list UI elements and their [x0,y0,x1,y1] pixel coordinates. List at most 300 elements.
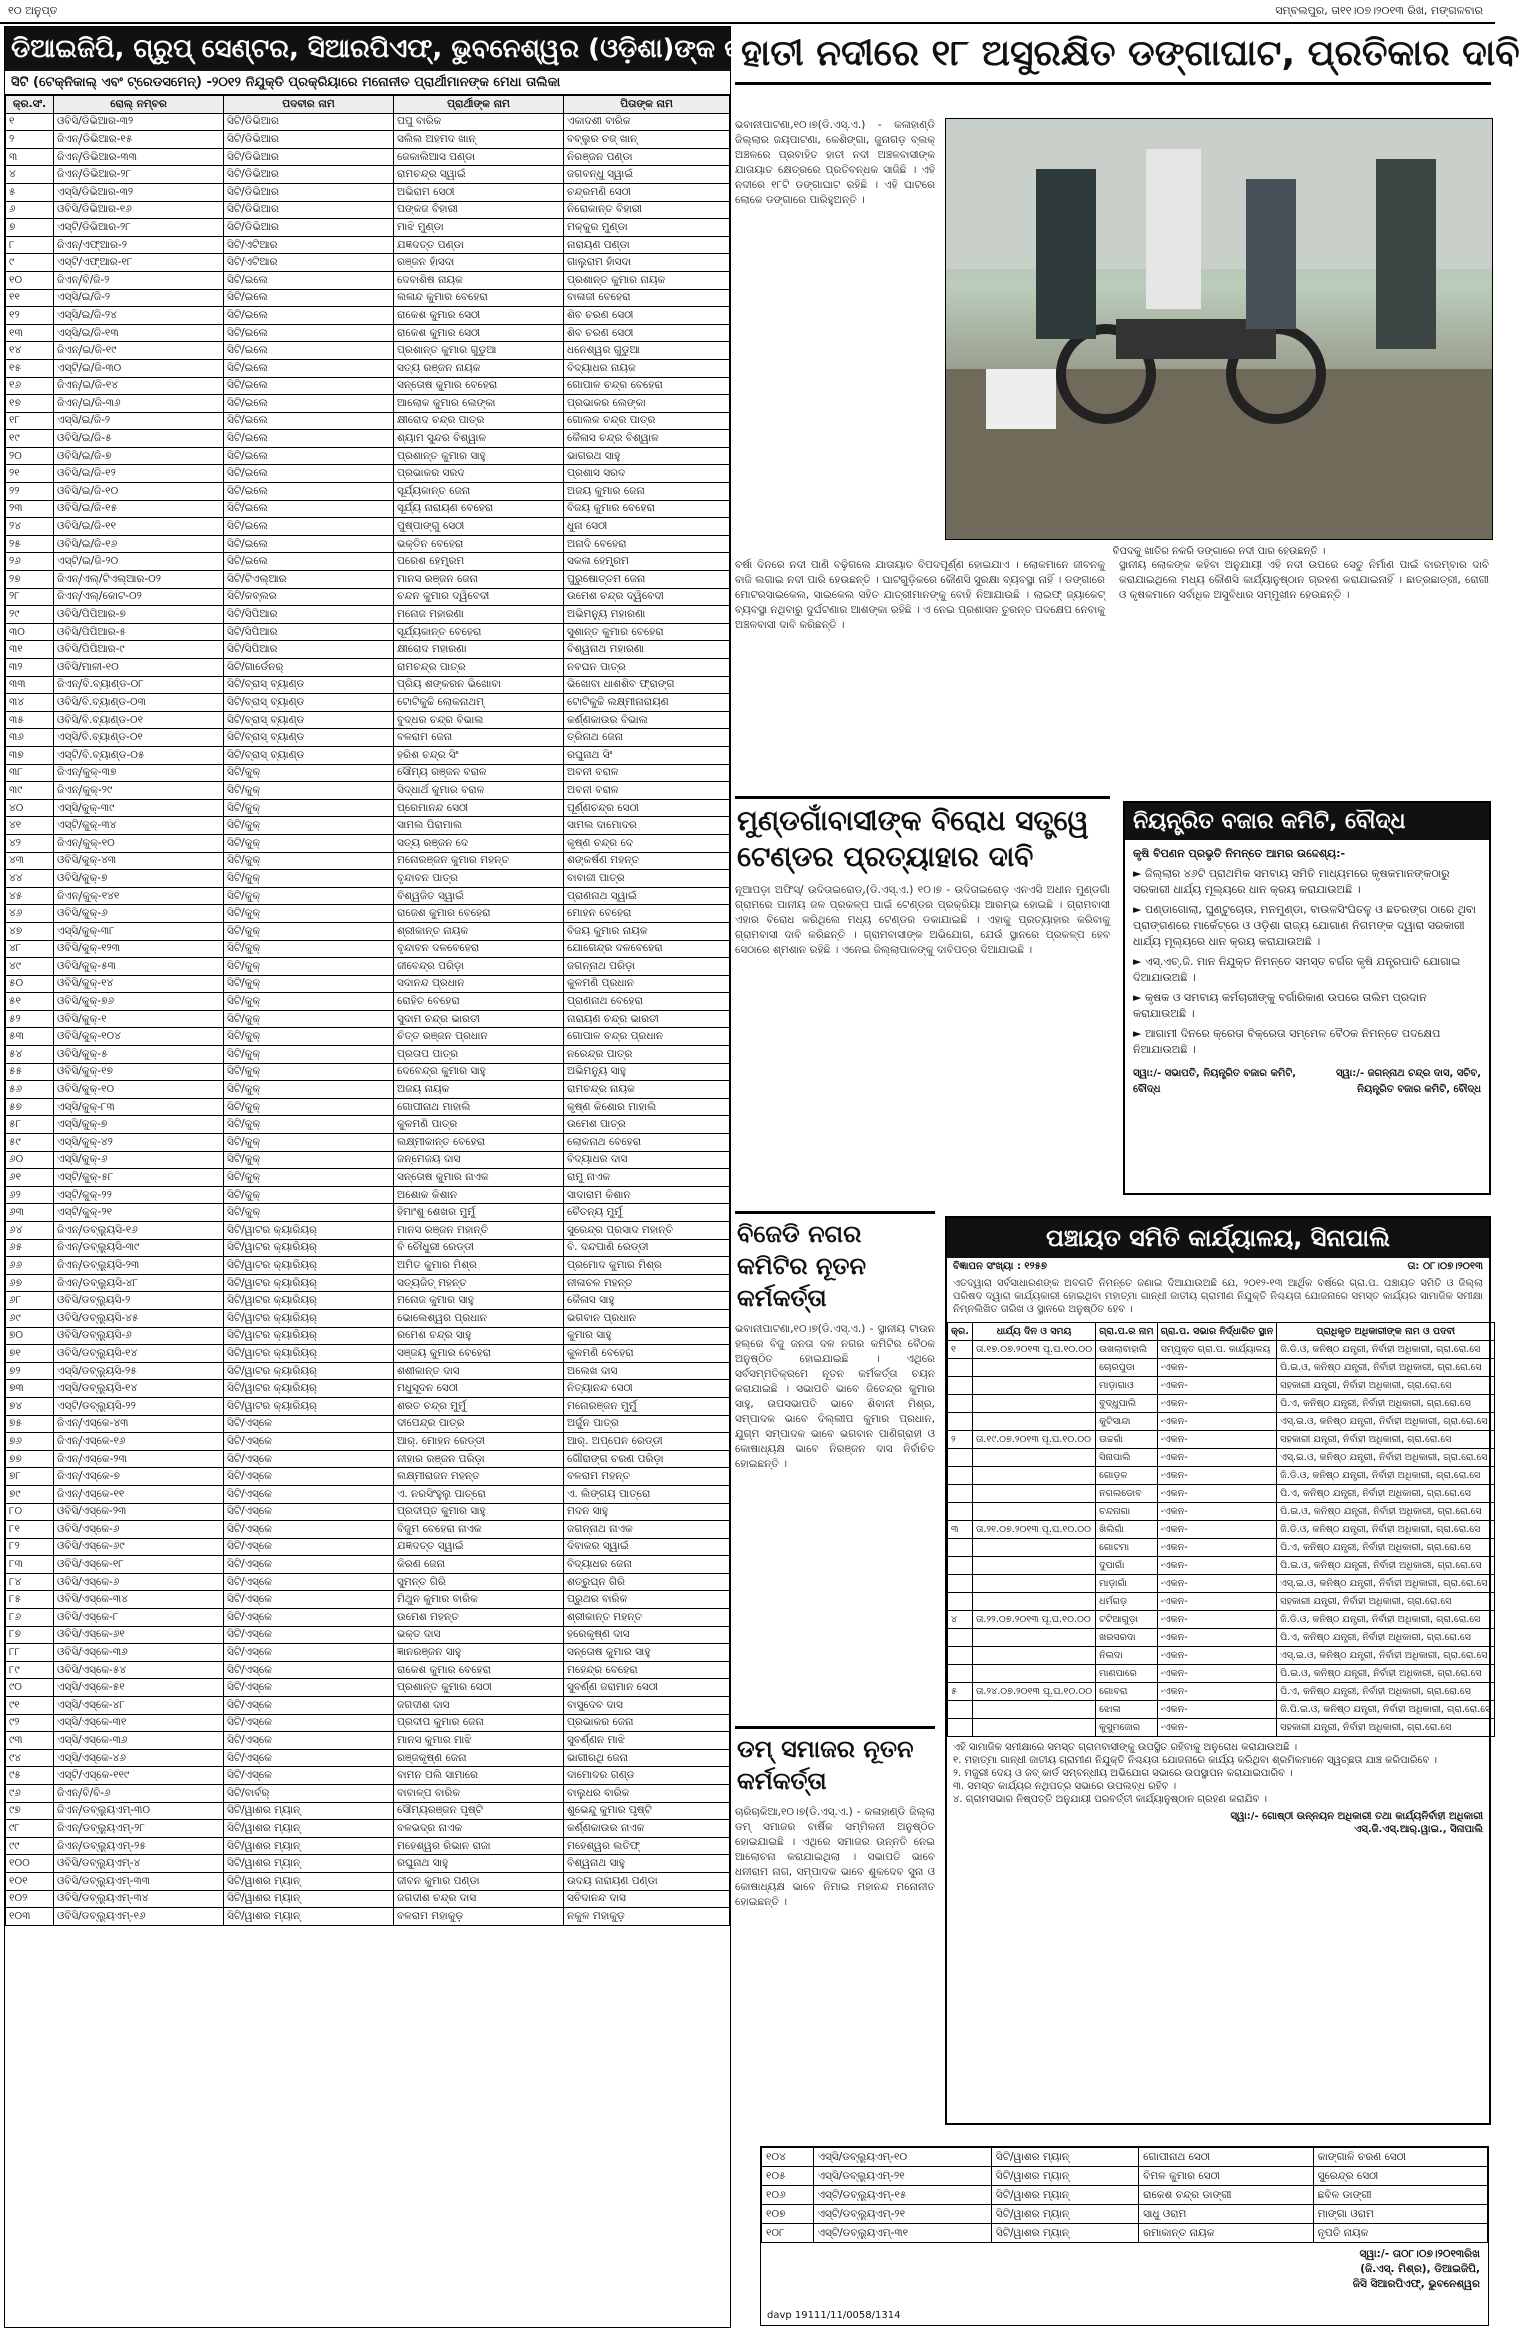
merit-list-row [6,430,730,448]
merit-list-header [6,96,730,114]
row-candidate: ବିଜୁମ ବେହେରା ନାଏକ [394,1521,564,1539]
row-roll: ଓବିସି/ଏସ୍‌କେ-୫୪ [54,1661,224,1679]
p-row-venue: -ଏକନ- [1157,1701,1277,1719]
row-post: ସିଟି/ଏସ୍‌କେ [224,1626,394,1644]
row-father: ଅଭିମନ୍ୟୁ ସାହୁ [564,1063,730,1081]
p-row-officer: ସହକାରୀ ଯନ୍ତ୍ରୀ, ନିର୍ବାହୀ ଅଧିକାରୀ, ଗ୍ରା.ରୋ.ସେ [1277,1377,1495,1395]
p-row-no [948,1449,973,1467]
row-candidate: ପଙ୍କଜ ବିହାରୀ [394,201,564,219]
row-sl: ୯୨ [6,1714,54,1732]
row-sl: ୭୪ [6,1397,54,1415]
row-father: ଅଜୟ କୁମାର ଜେନା [564,483,730,501]
p-row-gp: ଝୋଳା [1096,1701,1157,1719]
row-post: ସିଟି/ଏସ୍‌କେ [224,1679,394,1697]
row-roll: ଏସ୍‌ଟି/ଏସ୍‌କେ-୧୧୯ [54,1767,224,1785]
row-father: ବିଶ୍ୱନାଥ ସାହୁ [564,1855,730,1873]
row-roll: ଜିଏନ୍/ଡବ୍ଲ୍ୟୁସି-୧୬ [54,1222,224,1240]
row-father: ବିଜୟ କୁମାର ନାୟକ [564,922,730,940]
row-father: ବାସୁଦେବ ଦାସ [564,1697,730,1715]
merit-list-row [6,1169,730,1187]
row-post: ସିଟି/କୁକ୍ [224,922,394,940]
row-father: ମନୋରଞ୍ଜନ ମୁର୍ମୁ [564,1397,730,1415]
merit-list-row [6,1767,730,1785]
row-candidate: ବିଶ୍ୱଜିତ ସ୍ୱାଇଁ [394,887,564,905]
panchayat-row [948,1521,1495,1539]
row-candidate: ରାକେଶ କୁମାର ସେଠୀ [394,307,564,325]
row-sl: ୯୩ [6,1732,54,1750]
row-post: ସିଟି/କୁକ୍ [224,993,394,1011]
row-sl: ୩୮ [6,764,54,782]
p-row-venue: -ଏକନ- [1157,1575,1277,1593]
merit-list-row [6,676,730,694]
row-father: କୁଳମଣି ବେହେରା [564,1345,730,1363]
merit-list-row [6,641,730,659]
row-roll: ଏସ୍‌ଟି/କୁକ୍-୨୨ [54,1186,224,1204]
row-sl: ୧୭ [6,395,54,413]
river-boat-photo [945,118,1493,557]
row-post: ସିଟି/କୁକ୍ [224,1046,394,1064]
merit-list-row [6,1028,730,1046]
row-roll: ଏସ୍‌ସି/କୁକ୍-୮୩ [54,1098,224,1116]
row-post: ସିଟି/ଇଲେ [224,518,394,536]
c-row-sl: ୧୦୪ [762,2148,814,2167]
row-father: ତ୍ରିନାଥ ଜେନା [564,729,730,747]
merit-list-row [6,271,730,289]
p-row-officer: ପି.ଇ.ଓ, କନିଷ୍ଠ ଯନ୍ତ୍ରୀ, ନିର୍ବାହୀ ଅଧିକାରୀ, ଗ୍ରା.ରୋ.ସେ [1277,1359,1495,1377]
c-row-sl: ୧୦୭ [762,2205,814,2224]
panchayat-row [948,1557,1495,1575]
row-father: ହରେକୃଷ୍ଣ ଦାସ [564,1626,730,1644]
row-candidate: ରାକେଶ କୁମାର ସେଠୀ [394,324,564,342]
row-father: ପ୍ରଶାନ୍ତ କୁମାର ନାୟକ [564,271,730,289]
row-father: ଶିବ ଚରଣ ସେଠୀ [564,307,730,325]
row-roll: ଓବିସି/ଇ/ଜି-୧୦ [54,483,224,501]
row-candidate: ସଦାନନ୍ଦ ପ୍ରଧାନ [394,975,564,993]
row-roll: ଏସ୍‌ଟି/ଡିଭିଆର-୨୮ [54,219,224,237]
p-row-no: ୫ [948,1683,973,1701]
p-row-no [948,1359,973,1377]
row-roll: ଓବିସି/ଡବ୍ଲ୍ୟୁସି-୨ [54,1292,224,1310]
row-father: ମହେଶ୍ୱର ଲତିଫ୍ [564,1837,730,1855]
row-post: ସିଟି/ବାର୍ବର୍ [224,1785,394,1803]
row-sl: ୧୦୩ [6,1908,54,1926]
merit-list-row [6,1204,730,1222]
row-candidate: ଭକ୍ତିନ ବେହେରା [394,535,564,553]
row-sl: ୬୭ [6,1274,54,1292]
row-roll: ଓବିସି/ଇ/ଜି-୧୫ [54,500,224,518]
continuation-row [762,2205,1488,2224]
row-candidate: ଜନ୍ମେଜୟ ଦାସ [394,1151,564,1169]
row-sl: ୧୧ [6,289,54,307]
row-father: ଜଗନ୍ନାଥ ନାଏକ [564,1521,730,1539]
row-roll: ଜିଏନ୍/ଡବ୍ଲ୍ୟୁସି-୪୮ [54,1274,224,1292]
p-row-officer: ପି.ଏ, କନିଷ୍ଠ ଯନ୍ତ୍ରୀ, ନିର୍ବାହୀ ଅଧିକାରୀ, ଗ୍ରା.ରୋ.ସେ [1277,1395,1495,1413]
row-sl: ୩୨ [6,659,54,677]
crpf-sign-office: ଜିସି ସିଆରପିଏଫ୍, ଭୁବନେଶ୍ୱର [1352,2278,1480,2290]
row-candidate: ରାକେଶ କୁମାର ବେହେରା [394,1661,564,1679]
row-roll: ଏସ୍‌ଟି/ଇ/ଜି-୨୦ [54,553,224,571]
row-sl: ୬୨ [6,1186,54,1204]
p-row-no [948,1539,973,1557]
c-row-candidate: ଗୋପୀନାଥ ସେଠୀ [1139,2148,1313,2167]
row-post: ସିଟି/ଡିଭିଆର [224,131,394,149]
row-roll: ଜିଏନ୍/ଡିଭିଆର-୨୮ [54,166,224,184]
row-candidate: ଲକ୍ଷ୍ମୀକାନ୍ତ ବେହେରା [394,1134,564,1152]
row-roll: ଏସ୍‌ସି/ଇ/ଜି-୨ [54,412,224,430]
row-roll: ଜିଏନ୍/ବି/ବି-୬ [54,1785,224,1803]
col-post: ପଦବୀର ନାମ [224,96,394,114]
merit-list-row [6,1714,730,1732]
p-row-no: ୩ [948,1521,973,1539]
row-sl: ୬୫ [6,1239,54,1257]
merit-list-row [6,342,730,360]
row-post: ସିଟି/ଏସ୍‌କେ [224,1433,394,1451]
merit-list-row [6,746,730,764]
row-roll: ଓବିସି/ପିପିଆର-୭ [54,606,224,624]
row-candidate: ଏ. ନରସିଂହୁଲୁ ପାତ୍ରୋ [394,1485,564,1503]
merit-list-row [6,1820,730,1838]
page-number: ୧୦ ଅନୁପ୍ତ [8,4,58,17]
row-father: କର୍ଣ୍ଣକାଉର ନାଏକ [564,1820,730,1838]
row-roll: ଓବିସି/ଡବ୍ଲ୍ୟୁଏମ୍-୧୬ [54,1908,224,1926]
row-sl: ୭୫ [6,1415,54,1433]
row-candidate: ବୁଦ୍ଧର ଚନ୍ଦ୍ର ବିଭାଲ [394,711,564,729]
row-candidate: ହିମାଂଶୁ ଶେଖର ମୁର୍ମୁ [394,1204,564,1222]
mundgaon-article [735,796,1110,1196]
row-roll: ଓବିସି/ଏସ୍‌କେ-୬ [54,1573,224,1591]
row-sl: ୨୨ [6,483,54,501]
merit-list-row [6,1063,730,1081]
row-candidate: ଆର୍. ମୋହନ ରେଡ୍ଡୀ [394,1433,564,1451]
merit-list-row [6,993,730,1011]
page-folio [0,0,1495,24]
panchayat-signature-2: ଏସ୍.ଜି.ଏସ୍.ଆର୍.ୱାଇ., ସିନାପାଲି [1354,1824,1483,1835]
row-sl: ୧୯ [6,430,54,448]
merit-list-row [6,236,730,254]
market-title: ନିୟନ୍ତ୍ରିତ ବଜାର କମିଟି, ବୌଦ୍ଧ [1125,803,1489,840]
row-roll: ଜିଏନ୍/ଡବ୍ଲ୍ୟୁଏମ୍-୨୫ [54,1837,224,1855]
row-post: ସିଟି/ଏସ୍‌କେ [224,1644,394,1662]
row-sl: ୨୭ [6,571,54,589]
row-post: ସିଟି/କୁକ୍ [224,782,394,800]
row-sl: ୩୩ [6,676,54,694]
merit-list-row [6,1415,730,1433]
row-candidate: ଚିତ୍ତ ରଞ୍ଜନ ପ୍ରଧାନ [394,1028,564,1046]
row-candidate: ପ୍ରିୟ ଶଙ୍କରନ ଭିଖୋବା [394,676,564,694]
row-father: ଏକାଦଶୀ ବାରିକ [564,113,730,131]
row-father: ନିରୋକାନ୍ତ ବିହାରୀ [564,201,730,219]
p-row-gp: ଗୋଟମା [1096,1539,1157,1557]
row-post: ସିଟି/କୁକ୍ [224,817,394,835]
row-father: ନିରଞ୍ଜନ ପଣ୍ଡା [564,148,730,166]
merit-list-row [6,1433,730,1451]
p-row-venue: -ଏକନ- [1157,1647,1277,1665]
row-father: ଅଭିମନ୍ୟୁ ମହାରଣା [564,606,730,624]
p-row-date [972,1395,1095,1413]
c-row-father: କାଙ୍ଗାଳି ଚରଣ ସେଠୀ [1313,2148,1487,2167]
row-sl: ୩୪ [6,694,54,712]
row-sl: ୯୮ [6,1820,54,1838]
row-father: ପ୍ରଶାସ ସରଦ [564,465,730,483]
p-row-gp: ନିଲଦା [1096,1647,1157,1665]
row-post: ସିଟି/କୁକ୍ [224,1186,394,1204]
row-roll: ଜିଏନ୍/କୁକ୍-୧୦ [54,834,224,852]
panchayat-date: ତା: ୦୮।୦୭।୨୦୧୩ [1407,1261,1483,1272]
c-row-sl: ୧୦୬ [762,2186,814,2205]
panchayat-note: ଏହି ସାମାଜିକ ସମୀକ୍ଷାରେ ସମସ୍ତ ଗ୍ରାମବାସୀଙ୍କୁ ଉପସ୍ଥିତ ରହିବାକୁ ଅନୁରୋଧ କରାଯାଉଅଛି । [953,1742,1298,1753]
market-point-text: ଆଗାମୀ ଦିନରେ କ୍ରେତା ବିକ୍ରେତା ସମ୍ମେଳ ବୈଠକ ନିମନ୍ତେ ପଦକ୍ଷେପ ନିଆଯାଉଅଛି । [1133,1027,1441,1056]
merit-list-row [6,553,730,571]
row-roll: ଜିଏନ୍/ଇ/ଜି-୧୯ [54,342,224,360]
p-row-officer: ପି.ଏ, କନିଷ୍ଠ ଯନ୍ତ୍ରୀ, ନିର୍ବାହୀ ଅଧିକାରୀ, ଗ୍ରା.ରୋ.ସେ [1277,1629,1495,1647]
p-row-gp: ବୁଦ୍ଧୁପାଲି [1096,1395,1157,1413]
row-roll: ଜିଏନ୍/ଏସ୍‌କେ-୧୧ [54,1485,224,1503]
row-roll: ଜିଏନ୍/କୁକ୍-୨୯ [54,782,224,800]
row-post: ସିଟି/ଇଲେ [224,395,394,413]
merit-list-row [6,817,730,835]
row-post: ସିଟି/ୱାଟର କ୍ୟାରିୟର୍ [224,1274,394,1292]
row-roll: ଜିଏନ୍/ବି/ଜି-୨ [54,271,224,289]
p-row-gp: ମାଡ଼ାଗାଁ [1096,1575,1157,1593]
row-father: ସୁଶାନ୍ତ କୁମାର ବେହେରା [564,623,730,641]
row-father: ନୀଳାଚଳ ମହନ୍ତ [564,1274,730,1292]
p-row-officer: ଏସ୍.ଇ.ଓ, କନିଷ୍ଠ ଯନ୍ତ୍ରୀ, ନିର୍ବାହୀ ଅଧିକାରୀ, ଗ୍ରା.ରୋ.ସେ [1277,1413,1495,1431]
p-row-gp: ଚନ୍ଦନାଗା [1096,1503,1157,1521]
row-father: ଟୋଟିକୁଚ୍ଚି ଲକ୍ଷ୍ମୀନାରାୟଣ [564,694,730,712]
row-sl: ୧୦୨ [6,1890,54,1908]
row-candidate: ଶ୍ୟାମ ସୁନ୍ଦର ବିଶ୍ୱାଳ [394,430,564,448]
row-post: ସିଟି/ୱାଟର କ୍ୟାରିୟର୍ [224,1397,394,1415]
row-father: ସୁବର୍ଣ୍ଣନ ମାଝି [564,1732,730,1750]
row-father: ଲୋକନାଥ ବେହେରା [564,1134,730,1152]
merit-list-row [6,852,730,870]
row-father: ଉମେଶ ପାତ୍ର [564,1116,730,1134]
p-row-venue: -ଏକନ- [1157,1413,1277,1431]
p-row-no: ୨ [948,1431,973,1449]
row-post: ସିଟି/କୁକ୍ [224,958,394,976]
row-father: ମକ୍କୁର ମୁଣ୍ଡା [564,219,730,237]
row-sl: ୬୦ [6,1151,54,1169]
row-post: ସିଟି/କବ୍ଲର [224,588,394,606]
row-candidate: ଅଜୟ ନାୟକ [394,1081,564,1099]
crpf-sign-date: ସ୍ୱା:/- ତା୦୮।୦୭।୨୦୧୩ରିଖ [1359,2248,1480,2260]
row-post: ସିଟି/ଏସ୍‌କେ [224,1591,394,1609]
row-father: ପୁରୁଷୋତ୍ତମ ଜେନା [564,571,730,589]
row-post: ସିଟି/ସିପିଆର [224,623,394,641]
row-sl: ୧୦୦ [6,1855,54,1873]
row-roll: ଓବିସି/କୁକ୍-୧୨୩ [54,940,224,958]
mundgaon-headline: ମୁଣ୍ଡଗାଁବାସୀଙ୍କ ବିରୋଧ ସତ୍ତ୍ୱେ ଟେଣ୍ଡର ପ୍ରତ୍ୟାହାର ଦାବି [735,796,1110,879]
row-father: ଚନ୍ଦ୍ରମଣି ସେଠୀ [564,183,730,201]
row-father: ଧୁନା ସେଠୀ [564,518,730,536]
p-row-gp: ଗୋଡ଼ଳ [1096,1467,1157,1485]
merit-list-row [6,958,730,976]
row-roll: ଓବିସି/କୁକ୍-୭ [54,870,224,888]
c-row-sl: ୧୦୮ [762,2224,814,2243]
row-candidate: ବଳରାମ ଜେନା [394,729,564,747]
panchayat-note: ୨. ମଜୁରୀ ଦେୟ ଓ ଜବ୍ କାର୍ଡ ସମ୍ବନ୍ଧୀୟ ଅଭିଯୋଗ ସଭାରେ ଉପସ୍ଥାପନ କରାଯାଇପାରିବ । [953,1768,1293,1779]
row-father: ବି. ଦନ୍ଦପାଣି ରେଡ୍ଡୀ [564,1239,730,1257]
merit-list-row [6,483,730,501]
merit-list-row [6,1679,730,1697]
row-post: ସିଟି/ଇଲେ [224,430,394,448]
row-father: ଗୋପାଳ ଚନ୍ଦ୍ର ବେହେରା [564,377,730,395]
row-candidate: ଜଗଦୀଶ ଚନ୍ଦ୍ର ଦାସ [394,1890,564,1908]
row-roll: ଓବିସି/କୁକ୍-୧୦ [54,1081,224,1099]
merit-list-row [6,588,730,606]
row-roll: ଏସ୍‌ଟି/କୁକ୍-୩୪ [54,817,224,835]
merit-list-row [6,1186,730,1204]
row-father: ନାରାୟଣ ପଣ୍ଡା [564,236,730,254]
row-post: ସିଟି/ୱାଟର କ୍ୟାରିୟର୍ [224,1362,394,1380]
p-row-venue: -ଏକନ- [1157,1611,1277,1629]
row-father: ବିଶ୍ୱନାଥ ମହାରଣା [564,641,730,659]
p-row-venue: -ଏକନ- [1157,1395,1277,1413]
row-father: ମହେନ୍ଦ୍ର ବେହେରା [564,1661,730,1679]
row-candidate: ଅଶୋକ କିଶାନ [394,1186,564,1204]
col-sl: କ୍ର.ସଂ. [6,96,54,114]
merit-list-row [6,447,730,465]
row-candidate: କିରଣ ଜେନା [394,1556,564,1574]
row-post: ସିଟି/କୁକ୍ [224,1116,394,1134]
row-roll: ଓବିସି/କୁକ୍-୬ [54,905,224,923]
row-post: ସିଟି/କୁକ୍ [224,1081,394,1099]
merit-list-row [6,782,730,800]
p-row-venue: -ଏକନ- [1157,1593,1277,1611]
merit-list-row [6,219,730,237]
row-post: ସିଟି/ଇଲେ [224,535,394,553]
row-candidate: ବି ଚୌଧୁରୀ ରେଡ୍ଡୀ [394,1239,564,1257]
row-candidate: କୁଳମଣି ପାତ୍ର [394,1116,564,1134]
dom-body: ଚାରିଚାକିଆ,୧୦।୭(ଡି.ଏସ୍.ଏ.) - କଳାହାଣ୍ଡି ଜିଲ୍ଲା ଡମ୍ ସମାଜର ବାର୍ଷିକ ସମ୍ମିଳନୀ ଅନୁଷ୍ଠିତ ହୋଇଯାଇଛି । ଏଥିରେ ସମାଜର ଉନ୍ନତି ନେଇ ଆଲୋଚନା କରାଯାଇଥିଲା । ସଭାପତି ଭାବେ ଧନୀରାମ ନାଗ, ସମ୍ପାଦକ ଭାବେ ଶୁକଦେବ ସୁନା ଓ କୋଷାଧ୍ୟକ୍ଷ ଭାବେ ନିମାଇ ମହାନନ୍ଦ ମନୋନୀତ ହୋଇଛନ୍ତି । [735,1806,935,1908]
merit-list-row [6,729,730,747]
merit-list-row [6,1538,730,1556]
panchayat-row [948,1467,1495,1485]
row-roll: ଏସ୍‌ସି/ଡବ୍ଲ୍ୟୁସି-୧୪ [54,1380,224,1398]
merit-list-row [6,1450,730,1468]
row-sl: ୯୦ [6,1679,54,1697]
row-post: ସିଟି/ୱାଟର କ୍ୟାରିୟର୍ [224,1239,394,1257]
row-sl: ୯୪ [6,1749,54,1767]
row-sl: ୪୮ [6,940,54,958]
row-roll: ଓବିସି/ଡବ୍ଲ୍ୟୁସି-୧୪ [54,1345,224,1363]
row-roll: ଏସ୍‌ଟି/ଏଫ୍‌ଆର-୧୮ [54,254,224,272]
merit-list-row [6,1626,730,1644]
row-roll: ଓବିସି/ଡବ୍ଲ୍ୟୁଏମ୍-୩୪ [54,1890,224,1908]
row-father: ବିଦ୍ୟାଧର ଜେନା [564,1556,730,1574]
row-sl: ୪୩ [6,852,54,870]
row-roll: ଏସ୍‌ସି/କୁକ୍-୩୯ [54,799,224,817]
market-sign-right: ସ୍ୱା:/- ଜଗନ୍ନାଥ ଚନ୍ଦ୍ର ଦାସ, ସଚିବ, ନିୟନ୍ତ୍ରିତ ବଜାର କମିଟି, ବୌଦ୍ଧ [1335,1068,1481,1095]
panchayat-row [948,1377,1495,1395]
row-sl: ୮୬ [6,1609,54,1627]
merit-list-row [6,887,730,905]
row-sl: ୫୧ [6,993,54,1011]
row-father: ନରେନ୍ଦ୍ର ପାତ୍ର [564,1046,730,1064]
p-row-gp: ଉଖଲାବାହାଲି [1096,1341,1157,1359]
c-row-post: ସିଟି/ୱାଶର ମ୍ୟାନ୍ [991,2186,1138,2205]
row-candidate: ଚନ୍ଦନ କୁମାର ଦ୍ୱିବେଦୀ [394,588,564,606]
row-post: ସିଟି/ଏସ୍‌କେ [224,1415,394,1433]
row-sl: ୨୧ [6,465,54,483]
row-father: ଗାଲୁରାମ ହାଁସଦା [564,254,730,272]
row-post: ସିଟି/ଇଲେ [224,447,394,465]
row-candidate: ପ୍ରେମାନନ୍ଦ ସେଠୀ [394,799,564,817]
row-sl: ୭ [6,219,54,237]
merit-list-row [6,254,730,272]
row-post: ସିଟି/ୱାଶର ମ୍ୟାନ୍ [224,1855,394,1873]
p-row-venue: -ଏକନ- [1157,1467,1277,1485]
p-col-date: ଧାର୍ଯ୍ୟ ଦିନ ଓ ସମୟ [972,1323,1095,1341]
row-roll: ଓବିସି/କୁକ୍-୫ [54,1046,224,1064]
row-sl: ୮୯ [6,1661,54,1679]
row-post: ସିଟି/ଗାର୍ଡେନର୍ [224,659,394,677]
row-candidate: ଦେବାଶିଷ ନାୟକ [394,271,564,289]
row-sl: ୫୨ [6,1010,54,1028]
c-row-candidate: ବିମଳ କୁମାର ସେଠୀ [1139,2167,1313,2186]
row-father: ପୂର୍ଣ୍ଣଚନ୍ଦ୍ର ସେଠୀ [564,799,730,817]
row-candidate: ସତ୍ୟ ରଞ୍ଜନ ନାୟକ [394,359,564,377]
row-candidate: ସତ୍ୟଜିତ୍ ମହନ୍ତ [394,1274,564,1292]
row-father: ନାରାୟଣ ଚନ୍ଦ୍ର ଭାରତୀ [564,1010,730,1028]
p-row-gp: ଟଟିଆଗୁଡ଼ା [1096,1611,1157,1629]
crpf-list-continuation [760,2146,1489,2326]
row-post: ସିଟି/ବ୍ରାସ୍ ବ୍ୟାଣ୍ଡ [224,746,394,764]
row-roll: ଓବିସି/ଏସ୍‌କେ-୨୩ [54,1503,224,1521]
row-father: ସାମଲ ଦାମୋଦର [564,817,730,835]
p-row-date: ତା.୨୨.୦୭.୨୦୧୩ ପୂ.ଘ.୧୦.୦୦ [972,1611,1095,1629]
c-row-roll: ଏସ୍‌ସି/ଡବ୍ଲ୍ୟୁଏମ୍-୨୧ [813,2167,991,2186]
c-row-post: ସିଟି/ୱାଶର ମ୍ୟାନ୍ [991,2148,1138,2167]
panchayat-note: ୪. ଗ୍ରାମସଭାର ନିଷ୍ପତ୍ତି ଅନୁଯାୟୀ ପରବର୍ତ୍ତୀ କାର୍ଯ୍ୟାନୁଷ୍ଠାନ ଗ୍ରହଣ କରାଯିବ । [953,1794,1268,1805]
row-father: ଭାଗୀରଥି ଜେନା [564,1749,730,1767]
continuation-table [761,2147,1488,2243]
row-sl: ୭୮ [6,1468,54,1486]
row-father: ଏ. ଲିଙ୍ଗୟ ପାତ୍ରୋ [564,1485,730,1503]
row-roll: ଏସ୍‌ସି/କୁକ୍-୪୨ [54,1134,224,1152]
panchayat-row [948,1701,1495,1719]
p-row-venue: -ଏକନ- [1157,1557,1277,1575]
row-candidate: ବାବାଳ୍ପ ବାରିକ [394,1785,564,1803]
row-post: ସିଟି/ଟିଏଲ୍‌ଆର [224,571,394,589]
p-row-no [948,1467,973,1485]
row-sl: ୬୧ [6,1169,54,1187]
row-post: ସିଟି/କୁକ୍ [224,1151,394,1169]
notice-title: ଡିଆଇଜିପି, ଗ୍ରୁପ୍ ସେଣ୍ଟର, ସିଆରପିଏଫ୍, ଭୁବନେଶ୍ୱର (ଓଡ଼ିଶା)ଙ୍କ କାର୍ଯ୍ୟାଳୟ [5,27,730,71]
row-post: ସିଟି/କୁକ୍ [224,905,394,923]
panchayat-row [948,1575,1495,1593]
panchayat-row [948,1539,1495,1557]
p-col-venue: ଗ୍ରା.ପ. ସଭାର ନିର୍ଦ୍ଧାରିତ ସ୍ଥାନ [1157,1323,1277,1341]
panchayat-row [948,1647,1495,1665]
row-father: ପ୍ରମୋଦ କୁମାର ମିଶ୍ର [564,1257,730,1275]
p-row-gp: ସିନାପାଲି [1096,1449,1157,1467]
merit-list-row [6,535,730,553]
row-sl: ୩ [6,148,54,166]
row-post: ସିଟି/ଇଲେ [224,307,394,325]
row-post: ସିଟି/କୁକ୍ [224,887,394,905]
row-candidate: ଜୀବେନ୍ଦ୍ର ପରିଡ଼ା [394,958,564,976]
panchayat-row [948,1719,1495,1737]
row-candidate: ବୃନ୍ଦାବନ ପାତ୍ର [394,870,564,888]
p-row-no [948,1575,973,1593]
row-post: ସିଟି/କୁକ୍ [224,1028,394,1046]
row-sl: ୭୦ [6,1327,54,1345]
row-candidate: ସୌମ୍ୟ ରଞ୍ଜନ ବରାଳ [394,764,564,782]
dom-headline: ଡମ୍ ସମାଜର ନୂତନ କର୍ମକର୍ତ୍ତା [735,1726,935,1801]
row-post: ସିଟି/ଡିଭିଆର [224,148,394,166]
panchayat-row [948,1629,1495,1647]
